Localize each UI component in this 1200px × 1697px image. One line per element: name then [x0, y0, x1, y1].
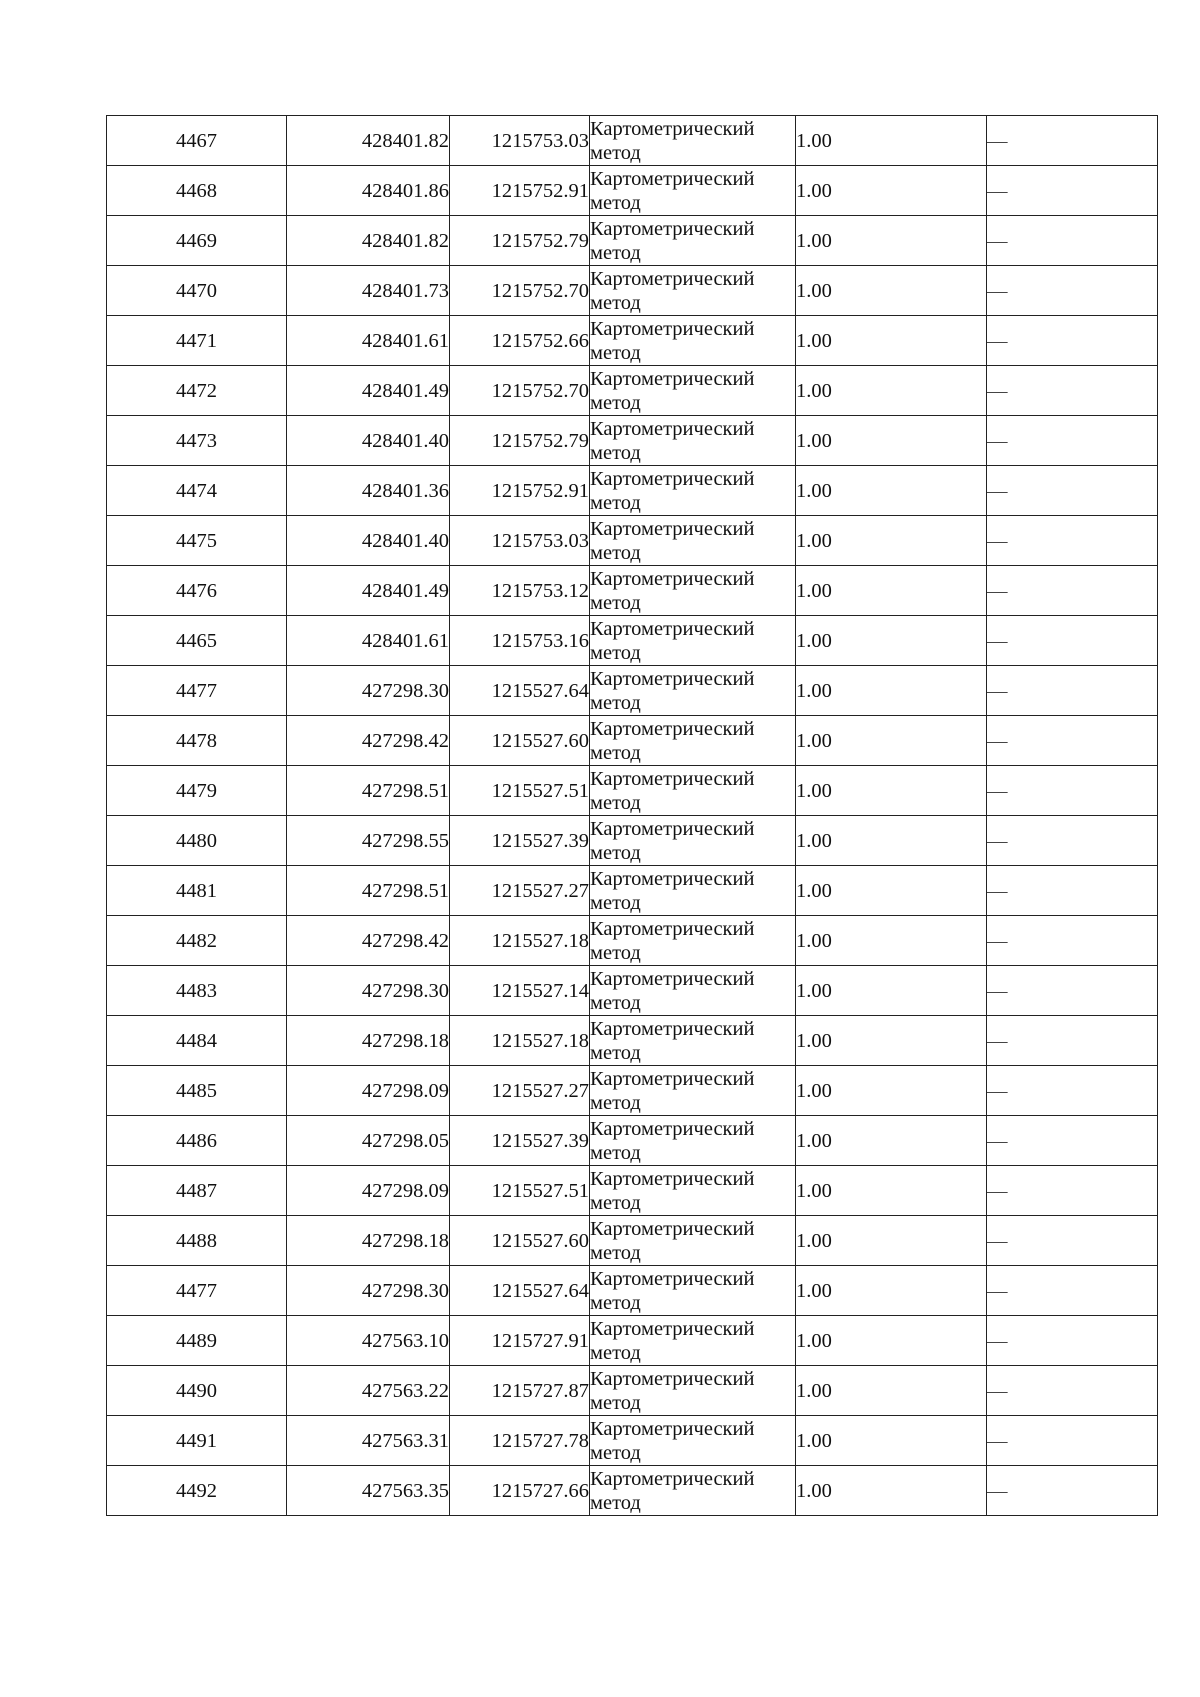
method-line-1: Картометрический	[590, 267, 755, 290]
description-cell: —	[987, 916, 1158, 966]
method-line-1: Картометрический	[590, 967, 755, 990]
description-cell: —	[987, 966, 1158, 1016]
x-coordinate-cell: 428401.40	[287, 516, 450, 566]
description-cell: —	[987, 416, 1158, 466]
x-coordinate-cell: 428401.49	[287, 566, 450, 616]
y-coordinate-cell: 1215527.18	[450, 1016, 590, 1066]
point-number-cell: 4471	[107, 316, 287, 366]
precision-cell: 1.00	[796, 1466, 987, 1516]
table-row	[107, 1316, 1158, 1366]
method-cell	[590, 216, 796, 266]
y-coordinate-cell: 1215527.18	[450, 916, 590, 966]
precision-cell: 1.00	[796, 1416, 987, 1466]
precision-cell: 1.00	[796, 166, 987, 216]
method-cell	[590, 916, 796, 966]
y-coordinate-cell: 1215752.66	[450, 316, 590, 366]
method-line-2: метод	[590, 741, 641, 764]
method-line-2: метод	[590, 391, 641, 414]
description-cell: —	[987, 666, 1158, 716]
y-coordinate-cell: 1215527.60	[450, 1216, 590, 1266]
x-coordinate-cell: 427298.09	[287, 1166, 450, 1216]
method-line-2: метод	[590, 991, 641, 1014]
method-line-2: метод	[590, 191, 641, 214]
method-line-2: метод	[590, 341, 641, 364]
y-coordinate-cell: 1215727.91	[450, 1316, 590, 1366]
method-line-1: Картометрический	[590, 867, 755, 890]
method-line-1: Картометрический	[590, 417, 755, 440]
y-coordinate-cell: 1215527.39	[450, 816, 590, 866]
method-cell	[590, 1416, 796, 1466]
table-row	[107, 616, 1158, 666]
method-line-2: метод	[590, 241, 641, 264]
method-line-2: метод	[590, 141, 641, 164]
description-cell: —	[987, 616, 1158, 666]
description-cell: —	[987, 266, 1158, 316]
method-line-2: метод	[590, 641, 641, 664]
precision-cell: 1.00	[796, 716, 987, 766]
y-coordinate-cell: 1215727.78	[450, 1416, 590, 1466]
point-number-cell: 4475	[107, 516, 287, 566]
y-coordinate-cell: 1215527.60	[450, 716, 590, 766]
x-coordinate-cell: 428401.82	[287, 216, 450, 266]
description-cell: —	[987, 1216, 1158, 1266]
x-coordinate-cell: 427298.30	[287, 966, 450, 1016]
description-cell: —	[987, 566, 1158, 616]
method-line-1: Картометрический	[590, 517, 755, 540]
point-number-cell: 4481	[107, 866, 287, 916]
method-line-2: метод	[590, 1141, 641, 1164]
x-coordinate-cell: 428401.73	[287, 266, 450, 316]
precision-cell: 1.00	[796, 816, 987, 866]
precision-cell: 1.00	[796, 566, 987, 616]
precision-cell: 1.00	[796, 516, 987, 566]
method-cell	[590, 366, 796, 416]
method-cell	[590, 316, 796, 366]
method-line-2: метод	[590, 1041, 641, 1064]
precision-cell: 1.00	[796, 1266, 987, 1316]
point-number-cell: 4488	[107, 1216, 287, 1266]
y-coordinate-cell: 1215753.16	[450, 616, 590, 666]
method-cell	[590, 1466, 796, 1516]
method-line-2: метод	[590, 941, 641, 964]
point-number-cell: 4476	[107, 566, 287, 616]
method-cell	[590, 766, 796, 816]
x-coordinate-cell: 427298.30	[287, 1266, 450, 1316]
y-coordinate-cell: 1215752.79	[450, 416, 590, 466]
table-row	[107, 166, 1158, 216]
method-line-2: метод	[590, 1391, 641, 1414]
table-row	[107, 516, 1158, 566]
precision-cell: 1.00	[796, 866, 987, 916]
method-line-1: Картометрический	[590, 567, 755, 590]
method-line-1: Картометрический	[590, 717, 755, 740]
x-coordinate-cell: 428401.40	[287, 416, 450, 466]
y-coordinate-cell: 1215527.51	[450, 766, 590, 816]
table-row	[107, 1466, 1158, 1516]
precision-cell: 1.00	[796, 1116, 987, 1166]
method-cell	[590, 716, 796, 766]
y-coordinate-cell: 1215753.12	[450, 566, 590, 616]
method-cell	[590, 516, 796, 566]
y-coordinate-cell: 1215753.03	[450, 116, 590, 166]
method-line-1: Картометрический	[590, 617, 755, 640]
description-cell: —	[987, 516, 1158, 566]
coordinates-table-body	[107, 116, 1158, 1516]
method-line-1: Картометрический	[590, 1217, 755, 1240]
description-cell: —	[987, 1016, 1158, 1066]
point-number-cell: 4487	[107, 1166, 287, 1216]
x-coordinate-cell: 427298.51	[287, 766, 450, 816]
x-coordinate-cell: 427298.05	[287, 1116, 450, 1166]
method-cell	[590, 1116, 796, 1166]
method-cell	[590, 1066, 796, 1116]
point-number-cell: 4483	[107, 966, 287, 1016]
point-number-cell: 4467	[107, 116, 287, 166]
precision-cell: 1.00	[796, 216, 987, 266]
method-line-1: Картометрический	[590, 1467, 755, 1490]
method-line-1: Картометрический	[590, 1117, 755, 1140]
table-row	[107, 1366, 1158, 1416]
point-number-cell: 4480	[107, 816, 287, 866]
y-coordinate-cell: 1215753.03	[450, 516, 590, 566]
method-line-1: Картометрический	[590, 1167, 755, 1190]
description-cell: —	[987, 716, 1158, 766]
x-coordinate-cell: 427298.42	[287, 916, 450, 966]
method-cell	[590, 616, 796, 666]
x-coordinate-cell: 427298.09	[287, 1066, 450, 1116]
y-coordinate-cell: 1215527.51	[450, 1166, 590, 1216]
point-number-cell: 4474	[107, 466, 287, 516]
method-cell	[590, 1316, 796, 1366]
method-cell	[590, 1366, 796, 1416]
table-row	[107, 1116, 1158, 1166]
point-number-cell: 4482	[107, 916, 287, 966]
x-coordinate-cell: 428401.61	[287, 616, 450, 666]
description-cell: —	[987, 216, 1158, 266]
table-row	[107, 1266, 1158, 1316]
method-line-1: Картометрический	[590, 817, 755, 840]
point-number-cell: 4490	[107, 1366, 287, 1416]
method-line-1: Картометрический	[590, 467, 755, 490]
method-cell	[590, 116, 796, 166]
x-coordinate-cell: 427298.18	[287, 1016, 450, 1066]
y-coordinate-cell: 1215527.39	[450, 1116, 590, 1166]
point-number-cell: 4484	[107, 1016, 287, 1066]
method-cell	[590, 1166, 796, 1216]
method-line-2: метод	[590, 1091, 641, 1114]
description-cell: —	[987, 866, 1158, 916]
method-line-2: метод	[590, 1291, 641, 1314]
x-coordinate-cell: 427563.22	[287, 1366, 450, 1416]
precision-cell: 1.00	[796, 266, 987, 316]
y-coordinate-cell: 1215752.70	[450, 366, 590, 416]
y-coordinate-cell: 1215527.14	[450, 966, 590, 1016]
method-line-2: метод	[590, 891, 641, 914]
method-line-1: Картометрический	[590, 917, 755, 940]
y-coordinate-cell: 1215752.91	[450, 166, 590, 216]
method-line-1: Картометрический	[590, 317, 755, 340]
coordinates-table	[106, 115, 1158, 1516]
method-line-2: метод	[590, 291, 641, 314]
precision-cell: 1.00	[796, 316, 987, 366]
method-line-1: Картометрический	[590, 1317, 755, 1340]
method-cell	[590, 966, 796, 1016]
method-line-1: Картометрический	[590, 667, 755, 690]
x-coordinate-cell: 427298.30	[287, 666, 450, 716]
description-cell: —	[987, 1266, 1158, 1316]
table-row	[107, 966, 1158, 1016]
method-cell	[590, 866, 796, 916]
x-coordinate-cell: 428401.82	[287, 116, 450, 166]
y-coordinate-cell: 1215727.66	[450, 1466, 590, 1516]
table-row	[107, 466, 1158, 516]
x-coordinate-cell: 427563.31	[287, 1416, 450, 1466]
table-row	[107, 266, 1158, 316]
method-line-1: Картометрический	[590, 167, 755, 190]
method-cell	[590, 416, 796, 466]
y-coordinate-cell: 1215527.64	[450, 1266, 590, 1316]
x-coordinate-cell: 427298.42	[287, 716, 450, 766]
description-cell: —	[987, 1316, 1158, 1366]
method-line-1: Картометрический	[590, 1017, 755, 1040]
method-cell	[590, 466, 796, 516]
description-cell: —	[987, 316, 1158, 366]
method-line-2: метод	[590, 1191, 641, 1214]
point-number-cell: 4491	[107, 1416, 287, 1466]
y-coordinate-cell: 1215752.91	[450, 466, 590, 516]
table-row	[107, 216, 1158, 266]
y-coordinate-cell: 1215752.70	[450, 266, 590, 316]
x-coordinate-cell: 428401.61	[287, 316, 450, 366]
precision-cell: 1.00	[796, 416, 987, 466]
table-row	[107, 1216, 1158, 1266]
method-cell	[590, 266, 796, 316]
table-row	[107, 366, 1158, 416]
point-number-cell: 4477	[107, 1266, 287, 1316]
method-line-1: Картометрический	[590, 767, 755, 790]
method-line-2: метод	[590, 591, 641, 614]
point-number-cell: 4485	[107, 1066, 287, 1116]
x-coordinate-cell: 427298.18	[287, 1216, 450, 1266]
method-cell	[590, 566, 796, 616]
method-line-2: метод	[590, 791, 641, 814]
table-row	[107, 716, 1158, 766]
table-row	[107, 116, 1158, 166]
precision-cell: 1.00	[796, 366, 987, 416]
precision-cell: 1.00	[796, 1366, 987, 1416]
method-line-2: метод	[590, 1491, 641, 1514]
precision-cell: 1.00	[796, 116, 987, 166]
method-line-2: метод	[590, 541, 641, 564]
table-row	[107, 1166, 1158, 1216]
description-cell: —	[987, 466, 1158, 516]
point-number-cell: 4465	[107, 616, 287, 666]
method-line-2: метод	[590, 1441, 641, 1464]
method-line-2: метод	[590, 841, 641, 864]
method-cell	[590, 1216, 796, 1266]
precision-cell: 1.00	[796, 916, 987, 966]
y-coordinate-cell: 1215727.87	[450, 1366, 590, 1416]
y-coordinate-cell: 1215527.27	[450, 1066, 590, 1116]
table-row	[107, 866, 1158, 916]
description-cell: —	[987, 1366, 1158, 1416]
method-line-2: метод	[590, 441, 641, 464]
method-line-1: Картометрический	[590, 1417, 755, 1440]
point-number-cell: 4479	[107, 766, 287, 816]
table-row	[107, 1066, 1158, 1116]
method-line-2: метод	[590, 1241, 641, 1264]
y-coordinate-cell: 1215527.27	[450, 866, 590, 916]
x-coordinate-cell: 427563.35	[287, 1466, 450, 1516]
precision-cell: 1.00	[796, 1016, 987, 1066]
point-number-cell: 4478	[107, 716, 287, 766]
method-cell	[590, 666, 796, 716]
description-cell: —	[987, 1116, 1158, 1166]
table-row	[107, 666, 1158, 716]
point-number-cell: 4486	[107, 1116, 287, 1166]
method-line-2: метод	[590, 1341, 641, 1364]
table-row	[107, 566, 1158, 616]
precision-cell: 1.00	[796, 966, 987, 1016]
precision-cell: 1.00	[796, 1066, 987, 1116]
table-row	[107, 316, 1158, 366]
x-coordinate-cell: 428401.86	[287, 166, 450, 216]
precision-cell: 1.00	[796, 466, 987, 516]
method-line-2: метод	[590, 491, 641, 514]
point-number-cell: 4492	[107, 1466, 287, 1516]
method-line-1: Картометрический	[590, 1067, 755, 1090]
method-line-1: Картометрический	[590, 1367, 755, 1390]
method-line-1: Картометрический	[590, 367, 755, 390]
point-number-cell: 4472	[107, 366, 287, 416]
method-line-1: Картометрический	[590, 117, 755, 140]
description-cell: —	[987, 1466, 1158, 1516]
point-number-cell: 4489	[107, 1316, 287, 1366]
table-row	[107, 816, 1158, 866]
x-coordinate-cell: 427298.55	[287, 816, 450, 866]
method-cell	[590, 1016, 796, 1066]
description-cell: —	[987, 816, 1158, 866]
precision-cell: 1.00	[796, 1166, 987, 1216]
point-number-cell: 4470	[107, 266, 287, 316]
table-row	[107, 766, 1158, 816]
method-cell	[590, 1266, 796, 1316]
y-coordinate-cell: 1215752.79	[450, 216, 590, 266]
description-cell: —	[987, 1416, 1158, 1466]
description-cell: —	[987, 766, 1158, 816]
description-cell: —	[987, 366, 1158, 416]
point-number-cell: 4469	[107, 216, 287, 266]
x-coordinate-cell: 427563.10	[287, 1316, 450, 1366]
description-cell: —	[987, 166, 1158, 216]
x-coordinate-cell: 428401.49	[287, 366, 450, 416]
point-number-cell: 4477	[107, 666, 287, 716]
method-line-2: метод	[590, 691, 641, 714]
x-coordinate-cell: 428401.36	[287, 466, 450, 516]
description-cell: —	[987, 116, 1158, 166]
precision-cell: 1.00	[796, 616, 987, 666]
method-cell	[590, 816, 796, 866]
method-line-1: Картометрический	[590, 217, 755, 240]
precision-cell: 1.00	[796, 1316, 987, 1366]
table-row	[107, 416, 1158, 466]
y-coordinate-cell: 1215527.64	[450, 666, 590, 716]
point-number-cell: 4473	[107, 416, 287, 466]
point-number-cell: 4468	[107, 166, 287, 216]
precision-cell: 1.00	[796, 766, 987, 816]
precision-cell: 1.00	[796, 1216, 987, 1266]
table-row	[107, 916, 1158, 966]
table-row	[107, 1416, 1158, 1466]
description-cell: —	[987, 1066, 1158, 1116]
precision-cell: 1.00	[796, 666, 987, 716]
x-coordinate-cell: 427298.51	[287, 866, 450, 916]
method-line-1: Картометрический	[590, 1267, 755, 1290]
method-cell	[590, 166, 796, 216]
description-cell: —	[987, 1166, 1158, 1216]
table-row	[107, 1016, 1158, 1066]
